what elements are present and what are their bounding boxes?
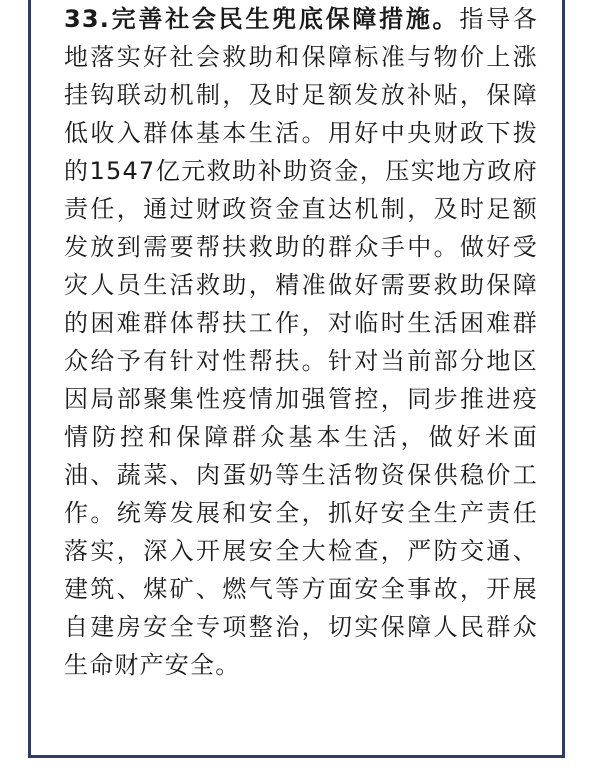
article-body: 指导各地落实好社会救助和保障标准与物价上涨挂钩联动机制，及时足额发放补贴，保障低收入群体基本生活。用好中央财政下拨的1547亿元救助补助资金，压实地方政府责任，通过财政资金直达机制，及时足额发放到需要帮扶救助的群众手中。做好受灾人员生活救助，精准做好需要救助保障的困难群体帮扶工作，对临时生活困难群众给予有针对性帮扶。针对当前部分地区因局部聚集性疫情加强管控，同步推进疫情防控和保障群众基本生活，做好米面油、蔬菜、肉蛋奶等生活物资保供稳价工作。统筹发展和安全，抓好安全生产责任落实，深入开展安全大检查，严防交通、建筑、煤矿、燃气等方面安全事故，开展自建房安全专项整治，切实保障人民群众生命财产安全。 — [64, 5, 538, 679]
article-heading: 33.完善社会民生兜底保障措施。 — [64, 5, 460, 33]
article-paragraph — [64, 0, 538, 684]
